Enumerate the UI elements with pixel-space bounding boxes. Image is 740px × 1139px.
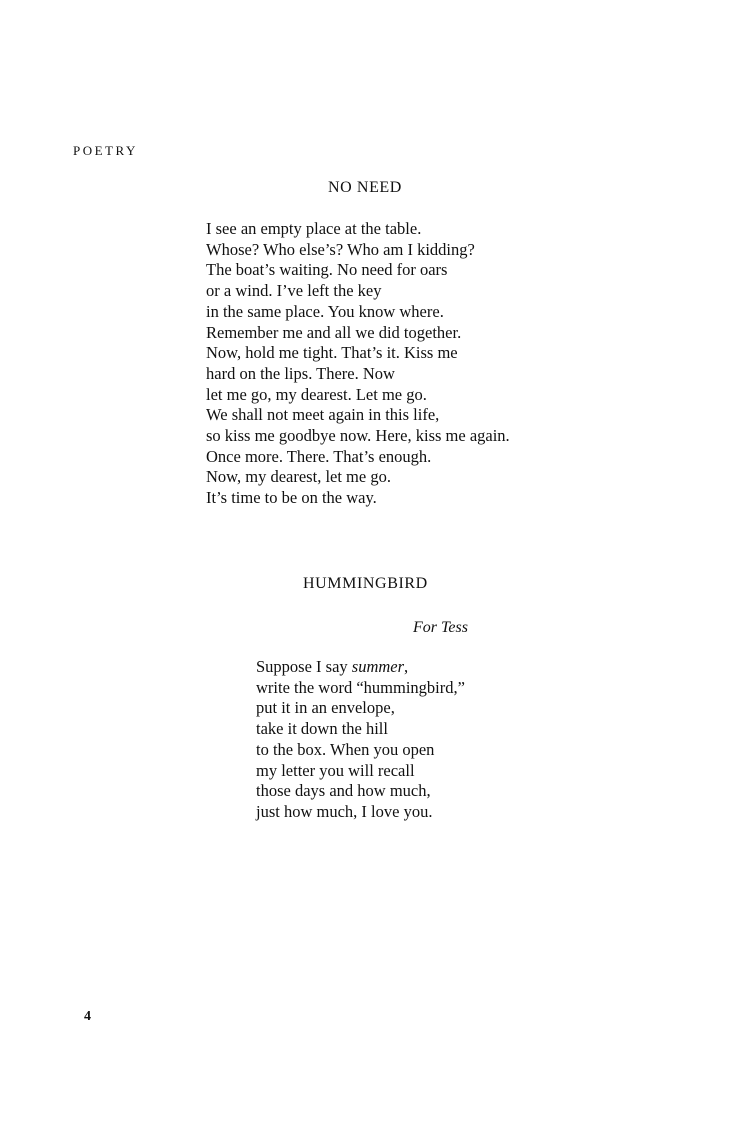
- poem-line: put it in an envelope,: [256, 698, 395, 718]
- poem-line: [256, 657, 465, 678]
- poem-line: my letter you will recall: [256, 760, 415, 780]
- poem-line: Whose? Who else’s? Who am I kidding?: [206, 239, 475, 259]
- poem-line: or a wind. I’ve left the key: [206, 281, 382, 301]
- poem-line: Remember me and all we did together.: [206, 322, 462, 342]
- poem-line: The boat’s waiting. No need for oars: [206, 260, 448, 280]
- poem-line: so kiss me goodbye now. Here, kiss me again.: [206, 426, 510, 446]
- page-number: 4: [84, 1009, 91, 1024]
- poem-line: to the box. When you open: [256, 739, 435, 759]
- poem-line: We shall not meet again in this life,: [206, 405, 440, 425]
- line-text: Suppose I say: [256, 657, 352, 676]
- poem-body-no-need: [206, 219, 510, 509]
- poem-line: It’s time to be on the way.: [206, 488, 377, 508]
- poem-title-no-need: NO NEED: [328, 179, 402, 196]
- poem-line: in the same place. You know where.: [206, 301, 444, 321]
- poem-line: write the word “hummingbird,”: [256, 677, 465, 697]
- poem-line: Now, hold me tight. That’s it. Kiss me: [206, 343, 458, 363]
- line-text: ,: [404, 657, 409, 676]
- poem-line: I see an empty place at the table.: [206, 219, 422, 238]
- poem-dedication: For Tess: [413, 619, 468, 636]
- poem-line: Now, my dearest, let me go.: [206, 467, 391, 487]
- poem-line: those days and how much,: [256, 781, 431, 801]
- poem-line: just how much, I love you.: [256, 801, 433, 821]
- poem-title-hummingbird: HUMMINGBIRD: [303, 575, 428, 592]
- poem-line: take it down the hill: [256, 719, 388, 739]
- poem-line: let me go, my dearest. Let me go.: [206, 384, 427, 404]
- poem-body-hummingbird: [256, 657, 465, 823]
- poem-line: hard on the lips. There. Now: [206, 363, 395, 383]
- poem-line: Once more. There. That’s enough.: [206, 446, 432, 466]
- emphasized-word: summer: [351, 657, 405, 676]
- section-label: POETRY: [73, 143, 138, 158]
